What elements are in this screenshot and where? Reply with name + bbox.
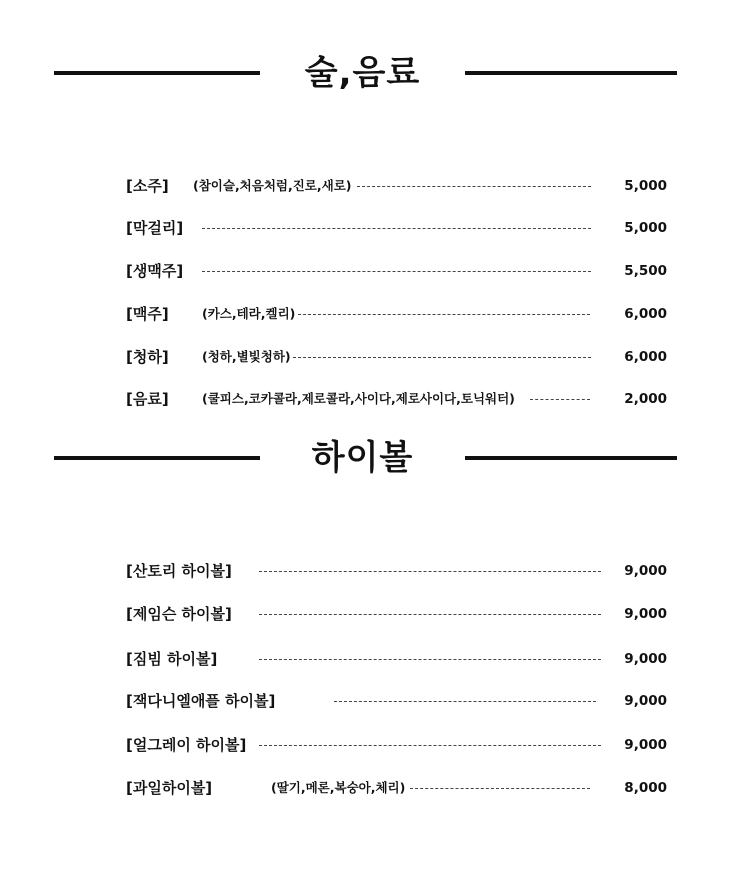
item-price: 6,000 (624, 306, 667, 322)
section-title: 술,음료 (304, 53, 421, 93)
menu-item-draft-beer (0, 258, 733, 284)
item-price: 9,000 (624, 693, 667, 709)
menu-item-jackdaniels-apple-highball (0, 688, 733, 714)
item-name: [소주] (126, 177, 169, 195)
menu-item-earlgrey-highball (0, 732, 733, 758)
header-rule-right (465, 456, 677, 460)
item-name: [얼그레이 하이볼] (126, 736, 247, 754)
dotted-leader (259, 659, 601, 660)
dotted-leader (293, 357, 591, 358)
drinks-section (0, 43, 733, 408)
dotted-leader (259, 614, 601, 615)
item-price: 9,000 (624, 651, 667, 667)
menu-item-jimbeam-highball (0, 646, 733, 672)
highball-section (0, 428, 733, 797)
item-name: [산토리 하이볼] (126, 562, 232, 580)
item-name: [청하] (126, 348, 169, 366)
header-rule-left (54, 456, 260, 460)
item-name: [짐빔 하이볼] (126, 650, 218, 668)
dotted-leader (202, 271, 591, 272)
dotted-leader (357, 186, 591, 187)
item-description: (카스,테라,켈리) (202, 306, 296, 321)
dotted-leader (410, 788, 590, 789)
menu-item-beverage (0, 386, 733, 412)
item-description: (딸기,메론,복숭아,체리) (271, 780, 406, 795)
dotted-leader (202, 228, 591, 229)
item-price: 8,000 (624, 780, 667, 796)
item-price: 6,000 (624, 349, 667, 365)
item-description: (청하,별빛청하) (202, 349, 291, 364)
item-name: [맥주] (126, 305, 169, 323)
dotted-leader (259, 745, 601, 746)
header-rule-right (465, 71, 677, 75)
menu-item-suntory-highball (0, 558, 733, 584)
item-price: 5,500 (624, 263, 667, 279)
section-title: 하이볼 (311, 438, 414, 478)
item-description: (참이슬,처음처럼,진로,새로) (193, 178, 352, 193)
dotted-leader (298, 314, 590, 315)
menu-item-beer (0, 301, 733, 327)
section-header (0, 43, 733, 103)
item-price: 2,000 (624, 391, 667, 407)
dotted-leader (259, 571, 601, 572)
dotted-leader (334, 701, 596, 702)
menu-item-jameson-highball (0, 601, 733, 627)
item-name: [과일하이볼] (126, 779, 213, 797)
item-price: 9,000 (624, 737, 667, 753)
menu-item-soju (0, 173, 733, 199)
item-name: [막걸리] (126, 219, 184, 237)
menu-item-makgeolli (0, 215, 733, 241)
item-name: [음료] (126, 390, 169, 408)
item-price: 5,000 (624, 220, 667, 236)
dotted-leader (530, 399, 590, 400)
item-description: (쿨피스,코카콜라,제로콜라,사이다,제로사이다,토닉워터) (202, 391, 515, 406)
menu-item-fruit-highball (0, 775, 733, 801)
menu-item-chungha (0, 344, 733, 370)
section-header (0, 428, 733, 488)
item-name: [잭다니엘애플 하이볼] (126, 692, 276, 710)
header-rule-left (54, 71, 260, 75)
item-price: 5,000 (624, 178, 667, 194)
item-price: 9,000 (624, 563, 667, 579)
item-price: 9,000 (624, 606, 667, 622)
item-name: [생맥주] (126, 262, 184, 280)
item-name: [제임슨 하이볼] (126, 605, 232, 623)
